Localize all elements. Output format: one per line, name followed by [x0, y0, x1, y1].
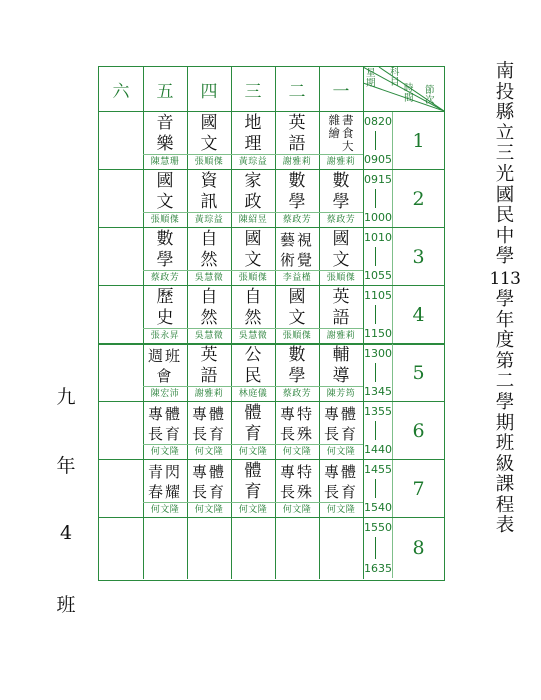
- teacher-name: 張順傑: [326, 273, 356, 283]
- time-range-bar: [375, 363, 376, 382]
- class-label-char: 4: [59, 522, 73, 544]
- teacher-divider: [319, 386, 363, 387]
- subject-name: 數 學: [288, 170, 306, 212]
- period-number: 3: [412, 245, 425, 268]
- period-cell: [364, 344, 444, 401]
- period-time-range: [364, 402, 392, 459]
- period-cell: [364, 402, 444, 459]
- timetable-cell: [187, 286, 231, 343]
- timetable-cell: [99, 286, 143, 343]
- period-number: 8: [412, 537, 425, 559]
- teacher-divider: [275, 270, 319, 271]
- subject-name: 國 文: [156, 170, 174, 212]
- subject-name: 自 然: [200, 228, 218, 270]
- timetable-cell: [187, 228, 231, 285]
- timetable-cell: [143, 460, 187, 517]
- subject-name: 藝視 術覺: [279, 230, 314, 269]
- timetable-cell: [275, 286, 319, 343]
- subject-name: [99, 344, 143, 387]
- subject-name: 家 政: [244, 170, 262, 212]
- teacher-name: [99, 503, 143, 517]
- subject-name: 數 學: [156, 228, 174, 270]
- corner-label-subject: 科 目: [390, 67, 400, 88]
- teacher-divider: [231, 154, 275, 155]
- teacher-name: 張順傑: [194, 157, 224, 167]
- period-cell: [364, 518, 444, 578]
- timetable-cell: [143, 402, 187, 459]
- period-start-time: 1550: [364, 521, 392, 534]
- teacher-name: [99, 564, 143, 578]
- subject-name: 英 語: [200, 344, 218, 386]
- subject-name: 國 文: [288, 286, 306, 328]
- subject-name: 自 然: [200, 286, 218, 328]
- teacher-name: 何文隆: [282, 447, 312, 457]
- teacher-divider: [187, 212, 231, 213]
- timetable-cell: [319, 286, 363, 343]
- timetable-cell: [231, 112, 275, 169]
- period-cell: [364, 170, 444, 227]
- class-label-char: 班: [56, 594, 76, 616]
- title-char: 年: [495, 309, 515, 331]
- title-char: 程: [495, 494, 515, 516]
- subject-name: 專特 長殊: [279, 462, 314, 501]
- day-header: 六: [112, 81, 130, 102]
- period-time-range: [364, 112, 392, 169]
- teacher-divider: [275, 386, 319, 387]
- timetable-cell: [99, 518, 143, 578]
- teacher-name: 何文隆: [326, 447, 356, 457]
- subject-name: [99, 402, 143, 445]
- period-number: 6: [412, 419, 425, 442]
- teacher-divider: [275, 444, 319, 445]
- subject-name: 專特 長殊: [279, 404, 314, 443]
- teacher-divider: [143, 212, 187, 213]
- period-time-range: [364, 286, 392, 343]
- teacher-name: [99, 213, 143, 227]
- class-label-char: 九: [56, 386, 76, 408]
- title-char: 國: [495, 184, 515, 206]
- title-char: 學: [495, 391, 515, 413]
- teacher-divider: [275, 154, 319, 155]
- timetable-cell: [99, 460, 143, 517]
- teacher-name: 黃琮益: [194, 215, 224, 225]
- timetable-title: [489, 62, 521, 537]
- class-label-char: 年: [56, 455, 76, 477]
- subject-name: 體 育: [244, 460, 262, 502]
- teacher-name: 李益槿: [282, 273, 312, 283]
- title-char: 立: [495, 122, 515, 144]
- timetable-cell: [319, 228, 363, 285]
- teacher-divider: [275, 212, 319, 213]
- teacher-divider: [231, 386, 275, 387]
- teacher-divider: [187, 444, 231, 445]
- teacher-name: 何文隆: [326, 505, 356, 515]
- period-start-time: 1300: [364, 347, 392, 360]
- title-char: 縣: [495, 102, 515, 124]
- day-header: 二: [288, 81, 306, 102]
- timetable-cell: [319, 402, 363, 459]
- teacher-divider: [231, 212, 275, 213]
- teacher-divider: [143, 386, 187, 387]
- period-end-time: 1345: [364, 385, 392, 398]
- subject-name: 音 樂: [156, 112, 174, 154]
- subject-name: [143, 518, 187, 564]
- day-header: 一: [332, 81, 350, 102]
- teacher-name: 何文隆: [150, 505, 180, 515]
- title-char: 度: [495, 330, 515, 352]
- period-number: 1: [412, 129, 425, 152]
- subject-name: 專體 長育: [191, 462, 226, 501]
- day-header: 三: [244, 81, 262, 102]
- timetable-cell: [99, 112, 143, 169]
- time-range-bar: [375, 305, 376, 324]
- timetable-cell: [187, 344, 231, 401]
- period-start-time: 1010: [364, 231, 392, 244]
- teacher-name: 陳宏沛: [150, 389, 180, 399]
- teacher-name: 吳慧微: [194, 331, 224, 341]
- subject-name: 體 育: [244, 402, 262, 444]
- timetable-cell: [231, 344, 275, 401]
- subject-name: 青閃 春耀: [147, 462, 182, 501]
- teacher-divider: [275, 328, 319, 329]
- period-number: 4: [412, 303, 425, 326]
- teacher-divider: [319, 444, 363, 445]
- teacher-name: 謝雅莉: [326, 157, 356, 167]
- timetable-cell: [275, 402, 319, 459]
- teacher-name: [99, 387, 143, 401]
- timetable-cell: [275, 344, 319, 401]
- teacher-name: 謝雅莉: [282, 157, 312, 167]
- subject-name: [275, 518, 319, 564]
- subject-name: 輔 導: [332, 344, 350, 386]
- time-range-bar: [375, 421, 376, 440]
- subject-name: [231, 518, 275, 564]
- timetable-cell: [319, 460, 363, 517]
- title-char: 第: [495, 350, 515, 372]
- period-start-time: 0915: [364, 173, 392, 186]
- teacher-divider: [187, 502, 231, 503]
- teacher-name: 陳紹昱: [238, 215, 268, 225]
- teacher-divider: [187, 270, 231, 271]
- timetable-cell: [99, 344, 143, 401]
- title-char: 表: [495, 515, 515, 537]
- teacher-divider: [187, 328, 231, 329]
- subject-name: 國 文: [200, 112, 218, 154]
- period-cell: [364, 286, 444, 343]
- subject-name: [99, 112, 143, 155]
- teacher-name: 蔡政芳: [282, 389, 312, 399]
- subject-name: 國 文: [244, 228, 262, 270]
- title-char: 三: [495, 143, 515, 165]
- subject-name: 專體 長育: [323, 462, 358, 501]
- teacher-name: [187, 564, 231, 578]
- period-end-time: 1150: [364, 327, 392, 340]
- teacher-name: [99, 329, 143, 343]
- timetable-grid: [98, 66, 445, 581]
- subject-name: 專體 長育: [191, 404, 226, 443]
- title-char: 期: [495, 412, 515, 434]
- subject-name: 雜 繪 書 食 大: [328, 113, 354, 153]
- subject-name: 專體 長育: [323, 404, 358, 443]
- title-char: 二: [495, 371, 515, 393]
- subject-name: 國 文: [332, 228, 350, 270]
- subject-name: [99, 286, 143, 329]
- timetable-cell: [143, 344, 187, 401]
- teacher-divider: [143, 502, 187, 503]
- teacher-divider: [143, 444, 187, 445]
- teacher-divider: [231, 328, 275, 329]
- period-start-time: 0820: [364, 115, 392, 128]
- period-end-time: 1000: [364, 211, 392, 224]
- class-label: [46, 382, 86, 617]
- period-number: 7: [412, 477, 425, 500]
- timetable-cell: [275, 228, 319, 285]
- subject-name: 英 語: [332, 286, 350, 328]
- timetable-cell: [143, 286, 187, 343]
- period-number: 2: [412, 187, 425, 210]
- timetable-cell: [319, 170, 363, 227]
- timetable-cell: [275, 460, 319, 517]
- time-range-bar: [375, 479, 376, 498]
- teacher-name: 張永昇: [150, 331, 180, 341]
- period-time-range: [364, 460, 392, 517]
- timetable-cell: [231, 402, 275, 459]
- subject-name: 歷 史: [156, 286, 174, 328]
- period-start-time: 1455: [364, 463, 392, 476]
- period-end-time: 1055: [364, 269, 392, 282]
- teacher-name: 陳慧珊: [150, 157, 180, 167]
- timetable-cell: [231, 518, 275, 578]
- period-end-time: 1440: [364, 443, 392, 456]
- teacher-name: 張順傑: [238, 273, 268, 283]
- teacher-divider: [231, 270, 275, 271]
- teacher-name: [99, 155, 143, 169]
- teacher-name: [143, 564, 187, 578]
- teacher-name: 何文隆: [282, 505, 312, 515]
- teacher-name: [99, 271, 143, 285]
- title-char: 光: [495, 163, 515, 185]
- title-char: 南: [495, 61, 515, 82]
- timetable-cell: [99, 228, 143, 285]
- period-cell: [364, 112, 444, 169]
- subject-name: 數 學: [332, 170, 350, 212]
- timetable-cell: [187, 170, 231, 227]
- teacher-name: 何文隆: [238, 505, 268, 515]
- corner-label-time: 時 間: [404, 83, 414, 104]
- timetable-cell: [143, 518, 187, 578]
- timetable-cell: [99, 402, 143, 459]
- teacher-divider: [187, 154, 231, 155]
- teacher-name: 何文隆: [238, 447, 268, 457]
- subject-name: 專體 長育: [147, 404, 182, 443]
- subject-name: 數 學: [288, 344, 306, 386]
- time-range-bar: [375, 247, 376, 266]
- timetable-cell: [187, 112, 231, 169]
- subject-name: 週班 會: [147, 346, 182, 385]
- teacher-name: 吳慧微: [194, 273, 224, 283]
- title-char: 課: [495, 474, 515, 496]
- title-char: 民: [495, 205, 515, 227]
- subject-name: [99, 460, 143, 503]
- time-range-bar: [375, 537, 376, 559]
- teacher-divider: [143, 270, 187, 271]
- timetable-cell: [231, 170, 275, 227]
- timetable-cell: [143, 170, 187, 227]
- title-char: 級: [495, 453, 515, 475]
- timetable-cell: [187, 402, 231, 459]
- period-cell: [364, 228, 444, 285]
- corner-label-period: 節 次: [425, 85, 435, 106]
- period-time-range: [364, 228, 392, 285]
- time-range-bar: [375, 189, 376, 208]
- title-char: 學: [495, 246, 515, 268]
- timetable-cell: [275, 518, 319, 578]
- teacher-name: [319, 564, 363, 578]
- teacher-name: [99, 445, 143, 459]
- teacher-name: 何文隆: [194, 447, 224, 457]
- subject-name: [99, 518, 143, 564]
- teacher-divider: [275, 502, 319, 503]
- teacher-name: 蔡政芳: [150, 273, 180, 283]
- period-end-time: 0905: [364, 153, 392, 166]
- title-char: 中: [495, 225, 515, 247]
- timetable-cell: [231, 228, 275, 285]
- subject-name: 資 訊: [200, 170, 218, 212]
- timetable-cell: [275, 170, 319, 227]
- subject-name: 自 然: [244, 286, 262, 328]
- teacher-name: 何文隆: [194, 505, 224, 515]
- timetable-cell: [99, 170, 143, 227]
- corner-label-day: 星 期: [366, 68, 376, 89]
- subject-name: [99, 228, 143, 271]
- subject-name: 地 理: [244, 112, 262, 154]
- teacher-divider: [319, 328, 363, 329]
- period-start-time: 1355: [364, 405, 392, 418]
- period-time-range: [364, 518, 392, 578]
- teacher-name: [275, 564, 319, 578]
- teacher-name: 謝雅莉: [194, 389, 224, 399]
- title-char: 班: [495, 433, 515, 455]
- period-cell: [364, 460, 444, 517]
- teacher-divider: [319, 270, 363, 271]
- teacher-divider: [143, 154, 187, 155]
- subject-name: 公 民: [244, 344, 262, 386]
- teacher-name: 林庭儀: [238, 389, 268, 399]
- teacher-name: 蔡政芳: [326, 215, 356, 225]
- period-number: 5: [412, 361, 425, 384]
- subject-name: [187, 518, 231, 564]
- timetable-cell: [187, 460, 231, 517]
- day-header: 四: [200, 81, 218, 102]
- title-char: 投: [495, 81, 515, 103]
- period-end-time: 1635: [364, 562, 392, 575]
- title-char: 學: [495, 288, 515, 310]
- timetable-cell: [231, 460, 275, 517]
- teacher-name: 張順傑: [282, 331, 312, 341]
- timetable-cell: [231, 286, 275, 343]
- teacher-divider: [319, 154, 363, 155]
- teacher-divider: [319, 212, 363, 213]
- period-end-time: 1540: [364, 501, 392, 514]
- time-range-bar: [375, 131, 376, 150]
- timetable-cell: [319, 112, 363, 169]
- subject-name: [319, 518, 363, 564]
- timetable-cell: [143, 112, 187, 169]
- teacher-name: 吳慧微: [238, 331, 268, 341]
- teacher-name: 張順傑: [150, 215, 180, 225]
- timetable-cell: [319, 518, 363, 578]
- teacher-divider: [143, 328, 187, 329]
- timetable-cell: [143, 228, 187, 285]
- period-start-time: 1105: [364, 289, 392, 302]
- teacher-name: [231, 564, 275, 578]
- subject-name: [99, 170, 143, 213]
- teacher-divider: [187, 386, 231, 387]
- day-header: 五: [156, 81, 174, 102]
- title-year: 113: [489, 268, 521, 289]
- timetable-cell: [187, 518, 231, 578]
- teacher-divider: [319, 502, 363, 503]
- header-corner: [363, 67, 444, 111]
- subject-name: 英 語: [288, 112, 306, 154]
- teacher-name: 陳芳筠: [326, 389, 356, 399]
- teacher-name: 黃琮益: [238, 157, 268, 167]
- timetable-cell: [319, 344, 363, 401]
- teacher-name: 蔡政芳: [282, 215, 312, 225]
- teacher-divider: [231, 444, 275, 445]
- teacher-name: 何文隆: [150, 447, 180, 457]
- teacher-name: 謝雅莉: [326, 331, 356, 341]
- period-time-range: [364, 170, 392, 227]
- period-time-range: [364, 344, 392, 401]
- timetable-cell: [275, 112, 319, 169]
- teacher-divider: [231, 502, 275, 503]
